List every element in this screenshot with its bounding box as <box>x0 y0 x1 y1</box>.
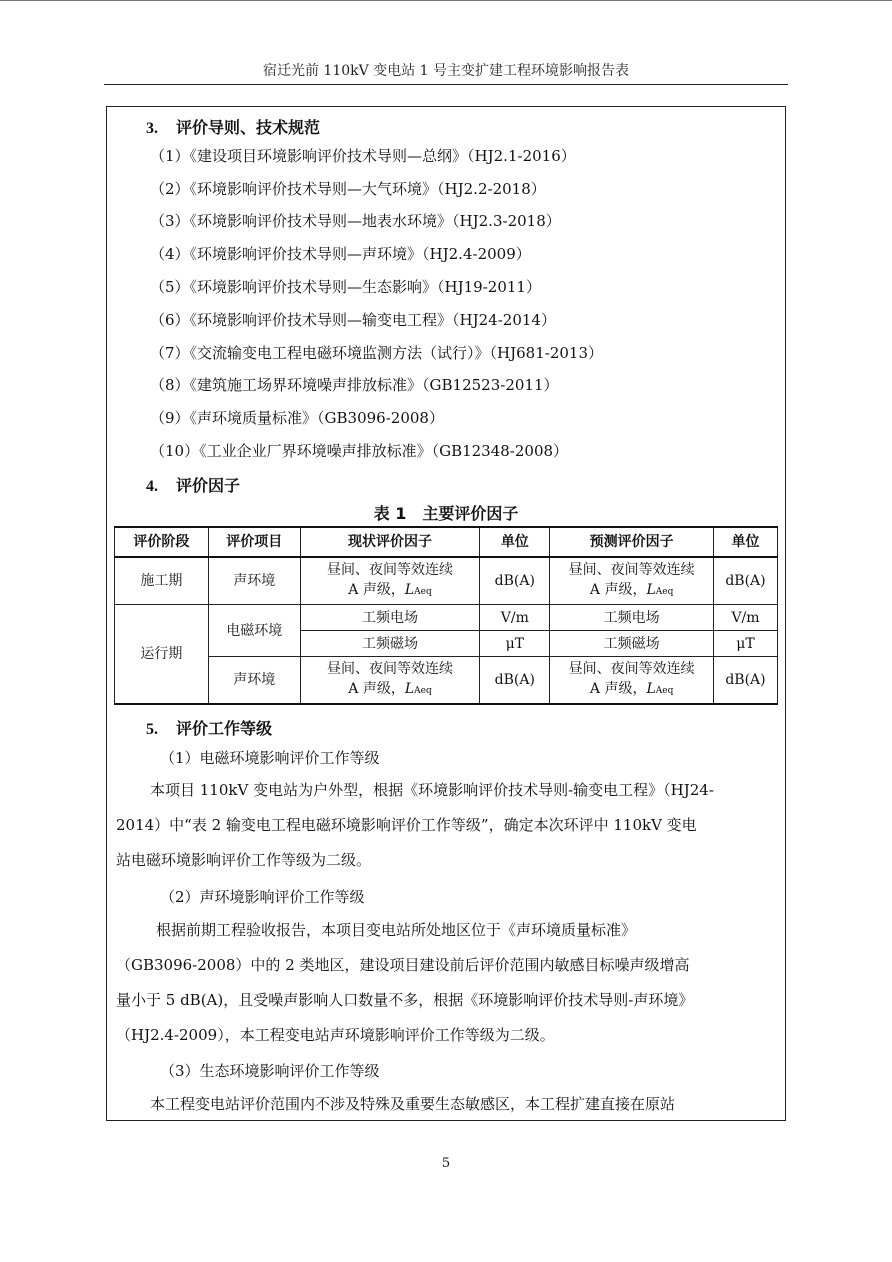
noise-symbol: L <box>646 582 656 598</box>
factor-line: 昼间、夜间等效连续 <box>327 562 453 578</box>
reference-item: （10）《工业企业厂界环境噪声排放标准》（GB12348-2008） <box>150 442 569 460</box>
paragraph-line: （HJ2.4-2009），本工程变电站声环境影响评价工作等级为二级。 <box>116 1026 555 1044</box>
section-3-title: 评价导则、技术规范 <box>176 118 321 137</box>
item-cell: 声环境 <box>208 557 300 605</box>
factor-line: 昼间、夜间等效连续 <box>327 661 453 677</box>
noise-symbol: L <box>404 681 415 697</box>
section-4-number: 4. <box>146 478 158 495</box>
section-3-number: 3. <box>146 120 158 137</box>
predicted-factor-cell <box>550 657 714 705</box>
unit-cell: dB(A) <box>714 657 778 705</box>
header-rule <box>104 84 788 85</box>
unit-cell: dB(A) <box>480 557 550 605</box>
current-factor-cell: 工频电场 <box>300 605 480 631</box>
evaluation-factors-table <box>114 526 778 705</box>
paragraph-line: 量小于 5 dB(A)，且受噪声影响人口数量不多，根据《环境影响评价技术导则-声环境》 <box>116 991 694 1009</box>
reference-item: （6）《环境影响评价技术导则—输变电工程》（HJ24-2014） <box>150 311 556 329</box>
noise-symbol: L <box>646 681 656 697</box>
table-row <box>115 605 778 631</box>
paragraph-line: 根据前期工程验收报告，本项目变电站所处地区位于《声环境质量标准》 <box>156 921 637 939</box>
factor-line: A 声级， <box>589 582 647 598</box>
paragraph-line: 本项目 110kV 变电站为户外型，根据《环境影响评价技术导则-输变电工程》（HJ24- <box>150 781 714 799</box>
column-header: 评价阶段 <box>115 527 209 557</box>
reference-item: （2）《环境影响评价技术导则—大气环境》（HJ2.2-2018） <box>150 180 546 198</box>
reference-item: （9）《声环境质量标准》（GB3096-2008） <box>150 409 444 427</box>
current-factor-cell <box>300 557 480 605</box>
page-number: 5 <box>441 1156 451 1171</box>
running-header: 宿迁光前 110kV 变电站 1 号主变扩建工程环境影响报告表 <box>262 63 630 79</box>
unit-cell: dB(A) <box>714 557 778 605</box>
unit-cell: dB(A) <box>480 657 550 705</box>
noise-symbol-subscript: Aeq <box>414 686 432 696</box>
section-5-title: 评价工作等级 <box>176 719 273 738</box>
table-row <box>115 657 778 705</box>
column-header: 单位 <box>714 527 778 557</box>
reference-item: （4）《环境影响评价技术导则—声环境》（HJ2.4-2009） <box>150 245 531 263</box>
factor-line: A 声级， <box>589 681 647 697</box>
noise-symbol-subscript: Aeq <box>414 587 432 597</box>
factor-line: 昼间、夜间等效连续 <box>568 562 695 578</box>
factor-line: A 声级， <box>348 681 405 697</box>
paragraph-line: 本工程变电站评价范围内不涉及特殊及重要生态敏感区，本工程扩建直接在原站 <box>150 1095 676 1113</box>
paragraph-line: 2014）中“表 2 输变电工程电磁环境影响评价工作等级”，确定本次环评中 110kV 变电 <box>116 816 697 834</box>
unit-cell: μT <box>480 631 550 657</box>
section-3-heading <box>146 115 320 138</box>
column-header: 单位 <box>480 527 550 557</box>
subheading-sound-level: （2）声环境影响评价工作等级 <box>160 888 365 906</box>
paragraph-em-level <box>116 773 779 878</box>
factor-line: A 声级， <box>348 582 405 598</box>
unit-cell: V/m <box>714 605 778 631</box>
column-header: 评价项目 <box>208 527 300 557</box>
subheading-em-level: （1）电磁环境影响评价工作等级 <box>160 749 380 767</box>
reference-item: （8）《建筑施工场界环境噪声排放标准》（GB12523-2011） <box>150 376 559 394</box>
predicted-factor-cell: 工频磁场 <box>550 631 714 657</box>
column-header: 现状评价因子 <box>300 527 480 557</box>
stage-cell: 施工期 <box>115 557 209 605</box>
current-factor-cell <box>300 657 480 705</box>
section-5-number: 5. <box>146 721 158 738</box>
reference-item: （1）《建设项目环境影响评价技术导则—总纲》（HJ2.1-2016） <box>150 147 576 165</box>
subheading-eco-level: （3）生态环境影响评价工作等级 <box>160 1062 380 1080</box>
page-top-rule <box>0 0 892 1</box>
reference-item: （5）《环境影响评价技术导则—生态影响》（HJ19-2011） <box>150 278 541 296</box>
paragraph-line: 站电磁环境影响评价工作等级为二级。 <box>116 851 372 869</box>
predicted-factor-cell <box>550 557 714 605</box>
section-5-heading <box>146 716 272 739</box>
table-caption: 表 1 主要评价因子 <box>373 504 519 523</box>
noise-symbol: L <box>404 582 415 598</box>
table-row <box>115 557 778 605</box>
unit-cell: μT <box>714 631 778 657</box>
current-factor-cell: 工频磁场 <box>300 631 480 657</box>
paragraph-sound-level <box>116 913 779 1053</box>
paragraph-eco-level <box>116 1087 779 1122</box>
section-4-title: 评价因子 <box>176 476 241 495</box>
table-header-row <box>115 527 778 557</box>
noise-symbol-subscript: Aeq <box>655 686 674 696</box>
factor-line: 昼间、夜间等效连续 <box>568 661 695 677</box>
predicted-factor-cell: 工频电场 <box>550 605 714 631</box>
unit-cell: V/m <box>480 605 550 631</box>
reference-item: （7）《交流输变电工程电磁环境监测方法（试行）》（HJ681-2013） <box>150 344 604 362</box>
noise-symbol-subscript: Aeq <box>655 587 674 597</box>
paragraph-line: （GB3096-2008）中的 2 类地区，建设项目建设前后评价范围内敏感目标噪声级增高 <box>116 956 690 974</box>
reference-item: （3）《环境影响评价技术导则—地表水环境》（HJ2.3-2018） <box>150 212 561 230</box>
stage-cell: 运行期 <box>115 605 209 705</box>
item-cell: 电磁环境 <box>208 605 300 657</box>
column-header: 预测评价因子 <box>550 527 714 557</box>
section-4-heading <box>146 473 240 496</box>
item-cell: 声环境 <box>208 657 300 705</box>
